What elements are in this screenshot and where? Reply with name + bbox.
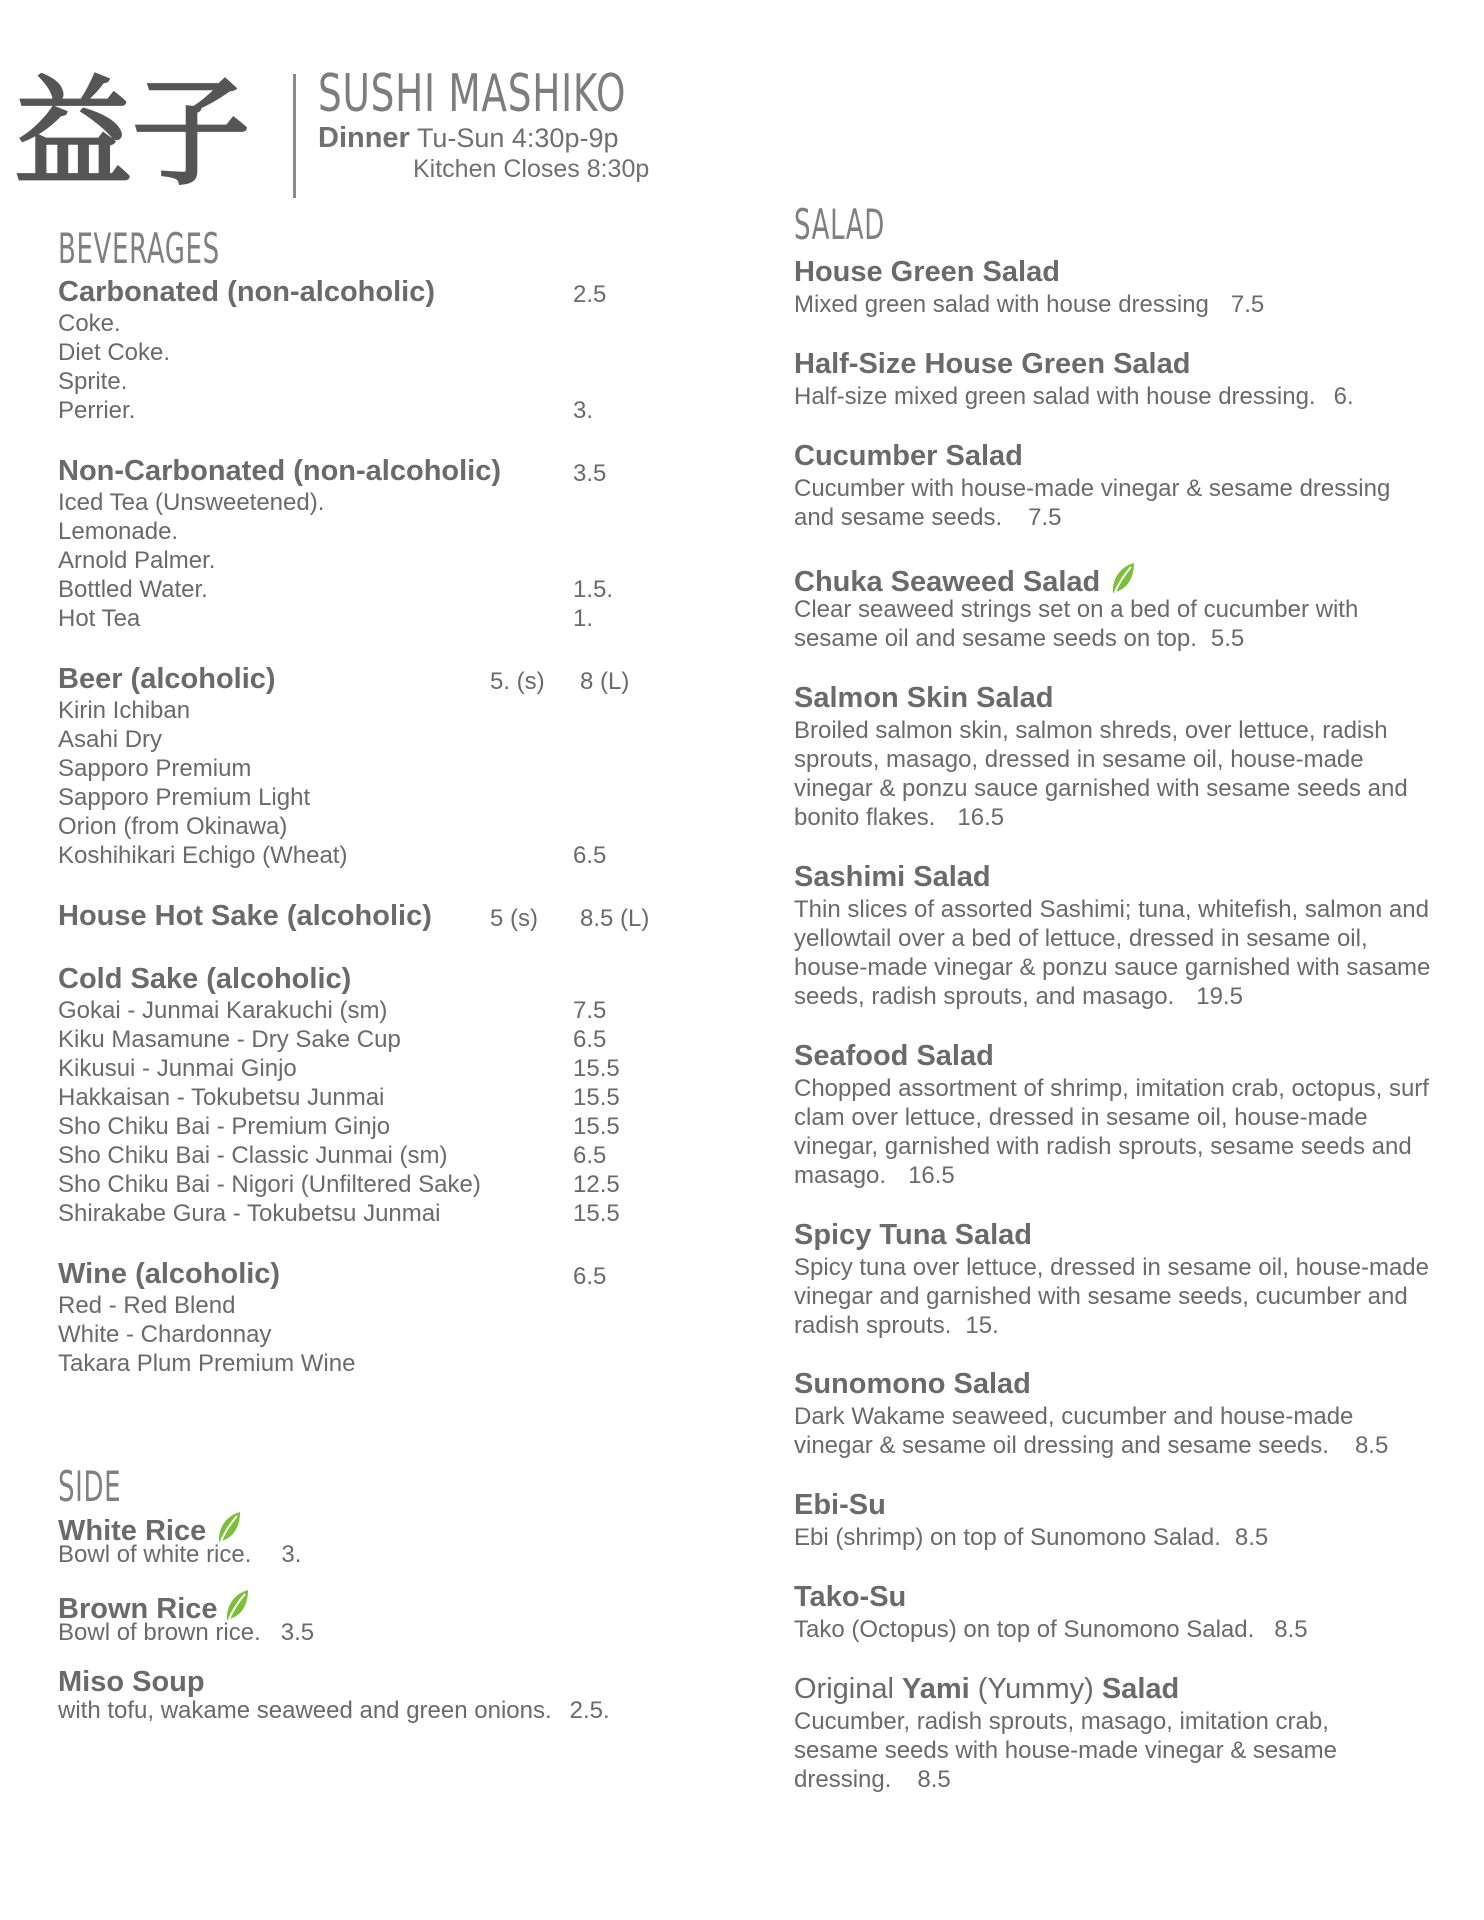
item-desc: with tofu, wakame seaweed and green onions. [58, 1697, 552, 1724]
list-item: Diet Coke. [58, 339, 171, 366]
item-price: 6. [1333, 383, 1354, 410]
item-price: 3.5 [280, 1619, 315, 1646]
side-heading: SIDE [58, 1462, 122, 1511]
list-item: Takara Plum Premium Wine [58, 1350, 356, 1377]
hot-sake-price-small: 5 (s) [490, 905, 538, 932]
title-part: Salad [1101, 1673, 1180, 1705]
non-carbonated-price: 3.5 [573, 460, 607, 487]
restaurant-name: SUSHI MASHIKO [318, 64, 627, 124]
hours-value: Tu-Sun 4:30p-9p [416, 123, 619, 153]
title-part: Original [794, 1673, 894, 1705]
salad-title: Salmon Skin Salad [794, 682, 1054, 714]
item-desc: Tako (Octopus) on top of Sunomono Salad. [794, 1616, 1255, 1643]
white-rice-desc [58, 1541, 301, 1569]
brown-rice-desc [58, 1619, 314, 1647]
item-price: 7.5 [1230, 291, 1265, 318]
carbonated-price: 2.5 [573, 281, 607, 308]
list-item: Gokai - Junmai Karakuchi (sm) [58, 997, 388, 1024]
salad-desc [794, 290, 1434, 319]
list-item: Sprite. [58, 368, 128, 395]
beer-price-small: 5. (s) [490, 668, 545, 695]
list-item: Asahi Dry [58, 726, 163, 753]
salad-label: Chuka Seaweed Salad [794, 566, 1101, 598]
wine-price: 6.5 [573, 1263, 607, 1290]
beverages-heading: BEVERAGES [58, 224, 220, 273]
item-price: 2.5. [569, 1697, 610, 1724]
item-price: 3. [281, 1541, 302, 1568]
item-desc: Broiled salmon skin, salmon shreds, over lettuce, radish sprouts, masago, dressed in sesame oil, house-made vinegar & ponzu sauce garnished with sesame seeds and bonito flakes. [794, 717, 1408, 831]
item-price: 16.5 [908, 1162, 955, 1189]
item-price: 8.5 [1354, 1432, 1389, 1459]
koshihikari-price: 6.5 [573, 842, 607, 869]
salad-desc [794, 1615, 1434, 1644]
yami-salad-title [794, 1673, 1179, 1706]
item-desc: Bowl of white rice. [58, 1541, 252, 1568]
perrier-price: 3. [573, 397, 594, 424]
salad-title: House Green Salad [794, 256, 1060, 288]
item-price: 19.5 [1196, 983, 1243, 1010]
salad-title: Half-Size House Green Salad [794, 348, 1191, 380]
item-price: 8.5 [1234, 1524, 1269, 1551]
salad-title: Seafood Salad [794, 1040, 994, 1072]
salad-title: Sashimi Salad [794, 861, 991, 893]
list-item: Arnold Palmer. [58, 547, 216, 574]
salad-desc [794, 1402, 1434, 1460]
title-part: (Yummy) [977, 1673, 1094, 1705]
miso-soup-desc [58, 1697, 610, 1725]
salad-desc [794, 1074, 1434, 1190]
salad-desc [794, 595, 1434, 653]
item-desc: Cucumber with house-made vinegar & sesame dressing and sesame seeds. [794, 475, 1391, 531]
hot-sake-title: House Hot Sake (alcoholic) [58, 900, 432, 932]
item-desc: Clear seaweed strings set on a bed of cucumber with sesame oil and sesame seeds on top. [794, 596, 1359, 652]
salad-desc [794, 1253, 1434, 1340]
hot-sake-price-large: 8.5 (L) [580, 905, 650, 932]
item-price: 6.5 [573, 1142, 607, 1169]
list-item: Kiku Masamune - Dry Sake Cup [58, 1026, 401, 1053]
salad-desc [794, 895, 1434, 1011]
item-price: 8.5 [1274, 1616, 1308, 1643]
item-desc: Mixed green salad with house dressing [794, 291, 1209, 318]
list-item: Hakkaisan - Tokubetsu Junmai [58, 1084, 385, 1111]
item-desc: Half-size mixed green salad with house dressing. [794, 383, 1316, 410]
list-item: Bottled Water. [58, 576, 208, 603]
salad-title: Sunomono Salad [794, 1368, 1031, 1400]
item-desc: Cucumber, radish sprouts, masago, imitation crab, sesame seeds with house-made vinegar & sesame dressing. [794, 1708, 1337, 1793]
list-item: Lemonade. [58, 518, 179, 545]
salad-desc [794, 1523, 1434, 1552]
salad-desc [794, 1707, 1354, 1794]
list-item: Hot Tea [58, 605, 141, 632]
item-price: 15.5 [573, 1084, 620, 1111]
list-item: Iced Tea (Unsweetened). [58, 489, 325, 516]
item-desc: Thin slices of assorted Sashimi; tuna, whitefish, salmon and yellowtail over a bed of lettuce, dressed in sesame oil, house-made vinegar & ponzu sauce garnished with sasame seeds, radish sprouts, and masago. [794, 896, 1431, 1010]
logo-text: 益子 [14, 64, 251, 202]
item-price: 15.5 [573, 1200, 620, 1227]
salad-title: Cucumber Salad [794, 440, 1023, 472]
miso-soup-title: Miso Soup [58, 1666, 205, 1698]
list-item: Perrier. [58, 397, 136, 424]
header-divider [293, 74, 296, 198]
item-price: 7.5 [1028, 504, 1062, 531]
list-item: Sapporo Premium Light [58, 784, 311, 811]
white-rice-label: White Rice [58, 1515, 207, 1547]
item-price: 15.5 [573, 1055, 620, 1082]
list-item: Sho Chiku Bai - Nigori (Unfiltered Sake) [58, 1171, 481, 1198]
item-price: 5.5 [1210, 625, 1245, 652]
item-desc: Ebi (shrimp) on top of Sunomono Salad. [794, 1524, 1221, 1551]
item-desc: Chopped assortment of shrimp, imitation crab, octopus, surf clam over lettuce, dressed in sesame oil, house-made vinegar, garnished with radish sprouts, sesame seeds and masago. [794, 1075, 1429, 1189]
wine-title: Wine (alcoholic) [58, 1258, 281, 1290]
item-price: 6.5 [573, 1026, 607, 1053]
hours-line [318, 122, 619, 155]
list-item: Kirin Ichiban [58, 697, 191, 724]
title-part: Yami [902, 1673, 970, 1705]
beer-title: Beer (alcoholic) [58, 663, 276, 695]
list-item: Red - Red Blend [58, 1292, 236, 1319]
carbonated-title: Carbonated (non-alcoholic) [58, 276, 435, 308]
item-price: 12.5 [573, 1171, 620, 1198]
list-item: Kikusui - Junmai Ginjo [58, 1055, 297, 1082]
salad-desc [794, 382, 1434, 411]
item-price: 7.5 [573, 997, 607, 1024]
salad-desc [794, 474, 1434, 532]
list-item: Sapporo Premium [58, 755, 252, 782]
salad-title: Spicy Tuna Salad [794, 1219, 1032, 1251]
list-item: Orion (from Okinawa) [58, 813, 288, 840]
salad-title: Tako-Su [794, 1581, 907, 1613]
bottled-water-price: 1.5. [573, 576, 614, 603]
cold-sake-title: Cold Sake (alcoholic) [58, 963, 352, 995]
item-price: 16.5 [957, 804, 1005, 831]
item-price: 15.5 [573, 1113, 620, 1140]
item-desc: Bowl of brown rice. [58, 1619, 261, 1646]
kitchen-closes: Kitchen Closes 8:30p [413, 155, 650, 183]
list-item: White - Chardonnay [58, 1321, 272, 1348]
list-item: Sho Chiku Bai - Classic Junmai (sm) [58, 1142, 448, 1169]
hours-label: Dinner [318, 122, 410, 154]
list-item: Coke. [58, 310, 121, 337]
salad-title: Ebi-Su [794, 1489, 886, 1521]
list-item: Sho Chiku Bai - Premium Ginjo [58, 1113, 391, 1140]
list-item: Koshihikari Echigo (Wheat) [58, 842, 348, 869]
beer-price-large: 8 (L) [580, 668, 630, 695]
item-price: 8.5 [917, 1766, 951, 1793]
list-item: Shirakabe Gura - Tokubetsu Junmai [58, 1200, 441, 1227]
salad-heading: SALAD [794, 200, 885, 249]
brand-logo [14, 52, 314, 202]
hot-tea-price: 1. [573, 605, 594, 632]
item-desc: Spicy tuna over lettuce, dressed in sesame oil, house-made vinegar and garnished with sesame seeds, cucumber and radish sprouts. [794, 1254, 1430, 1339]
non-carbonated-title: Non-Carbonated (non-alcoholic) [58, 455, 502, 487]
salad-desc [794, 716, 1434, 832]
brown-rice-label: Brown Rice [58, 1593, 218, 1625]
item-desc: Dark Wakame seaweed, cucumber and house-made vinegar & sesame oil dressing and sesame seeds. [794, 1403, 1354, 1459]
item-price: 15. [965, 1312, 999, 1339]
